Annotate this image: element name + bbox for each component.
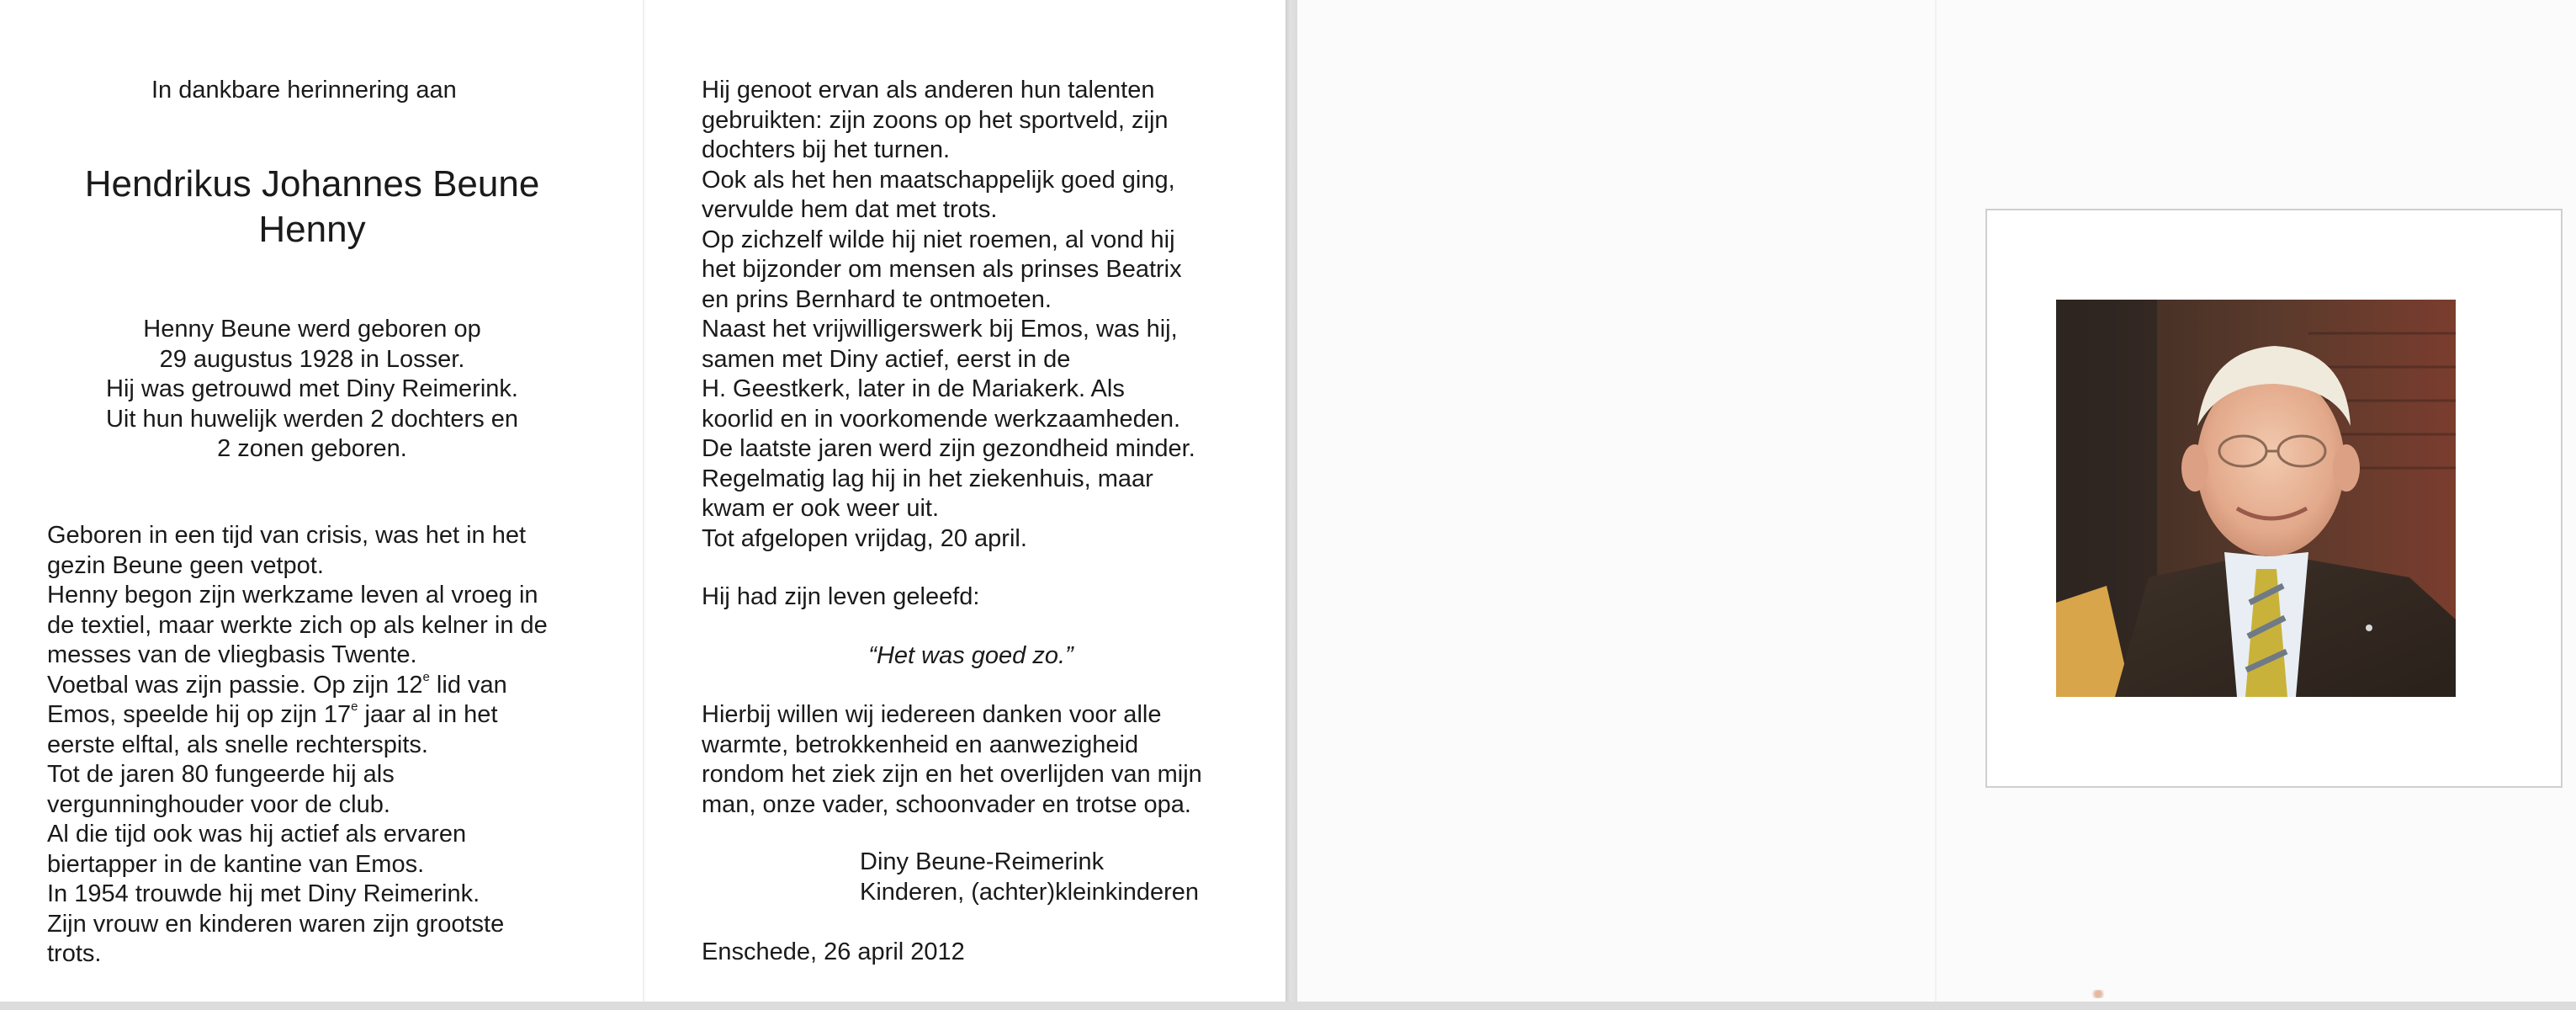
deceased-full-name: Hendrikus Johannes Beune	[84, 163, 540, 205]
intro-line: Henny Beune werd geboren op	[143, 316, 481, 343]
story-line-text: jaar al in het	[358, 701, 498, 728]
scan-bottom-edge	[0, 1002, 2576, 1010]
intro-line: Uit hun huwelijk werden 2 dochters en	[105, 405, 519, 433]
sheet-gap	[1285, 0, 1297, 1010]
lived-line: Hij had zijn leven geleefd:	[702, 583, 980, 610]
closing-quote: “Het was goed zo.”	[868, 642, 1073, 669]
signer-family: Kinderen, (achter)kleinkinderen	[860, 878, 1199, 906]
story-line: vervulde hem dat met trots.	[702, 196, 998, 223]
thanks-line: man, onze vader, schoonvader en trotse opa.	[702, 790, 1191, 818]
ordinal-suffix: e	[422, 669, 430, 684]
intro-line: Hij was getrouwd met Diny Reimerink.	[106, 375, 518, 402]
story-line: samen met Diny actief, eerst in de	[702, 345, 1071, 373]
story-line: Zijn vrouw en kinderen waren zijn grootste	[47, 910, 505, 938]
intro-line: 29 augustus 1928 in Losser.	[159, 345, 465, 373]
story-line: Naast het vrijwilligerswerk bij Emos, was hij,	[702, 316, 1178, 343]
thanks-line: rondom het ziek zijn en het overlijden van mijn	[702, 761, 1202, 788]
story-line: koorlid en in voorkomende werkzaamheden.	[702, 405, 1181, 433]
story-line: Tot afgelopen vrijdag, 20 april.	[702, 524, 1027, 552]
life-story-right	[702, 76, 1274, 554]
story-line: In 1954 trouwde hij met Diny Reimerink.	[47, 880, 480, 907]
story-line: gebruikten: zijn zoons op het sportveld, zijn	[702, 106, 1169, 134]
story-line: Regelmatig lag hij in het ziekenhuis, maar	[702, 465, 1153, 492]
story-line: eerste elftal, als snelle rechterspits.	[47, 731, 428, 758]
signers	[860, 848, 1199, 907]
story-line-text: Voetbal was zijn passie. Op zijn 12	[47, 671, 423, 699]
story-line: H. Geestkerk, later in de Mariakerk. Als	[702, 375, 1125, 402]
ordinal-suffix: e	[351, 699, 358, 715]
story-line: dochters bij het turnen.	[702, 136, 951, 163]
story-line: vergunninghouder voor de club.	[47, 790, 390, 818]
story-line: het bijzonder om mensen als prinses Beatrix	[702, 256, 1182, 283]
story-line	[47, 671, 619, 701]
story-line: biertapper in de kantine van Emos.	[47, 850, 425, 878]
intro-paragraph	[47, 315, 577, 465]
thanks-line: warmte, betrokkenheid en aanwezigheid	[702, 731, 1139, 758]
thanks-line: Hierbij willen wij iedereen danken voor alle	[702, 701, 1162, 728]
fold-line-right	[1935, 0, 1937, 1007]
signer-name: Diny Beune-Reimerink	[860, 848, 1105, 875]
story-line: Al die tijd ook was hij actief als ervaren	[47, 821, 467, 848]
thanks-paragraph	[702, 700, 1274, 820]
story-line-text: lid van	[429, 671, 507, 699]
story-line: De laatste jaren werd zijn gezondheid minder.	[702, 435, 1195, 462]
life-story-left	[47, 521, 619, 970]
deceased-name-block	[47, 162, 577, 252]
dedication-heading: In dankbare herinnering aan	[151, 77, 457, 104]
story-line: Ook als het hen maatschappelijk goed ging,	[702, 166, 1175, 194]
story-line: en prins Bernhard te ontmoeten.	[702, 285, 1052, 313]
story-line: trots.	[47, 940, 102, 967]
story-line: Hij genoot ervan als anderen hun talenten	[702, 77, 1155, 104]
deceased-nickname: Henny	[258, 209, 366, 250]
story-line: kwam er ook weer uit.	[702, 495, 940, 522]
story-line	[47, 700, 619, 731]
story-line: gezin Beune geen vetpot.	[47, 551, 324, 579]
place-and-date: Enschede, 26 april 2012	[702, 938, 965, 965]
portrait-photo-drawing	[2056, 300, 2456, 697]
intro-line: 2 zonen geboren.	[217, 435, 407, 462]
portrait-photo	[2056, 300, 2456, 697]
story-line: Geboren in een tijd van crisis, was het in het	[47, 522, 527, 549]
story-line: messes van de vliegbasis Twente.	[47, 641, 417, 668]
paper-speck	[2090, 990, 2107, 998]
story-line: Henny begon zijn werkzame leven al vroeg in	[47, 582, 538, 609]
story-line-text: Emos, speelde hij op zijn 17	[47, 701, 352, 728]
story-line: de textiel, maar werkte zich op als kelner in de	[47, 611, 548, 639]
story-line: Op zichzelf wilde hij niet roemen, al vond hij	[702, 226, 1175, 253]
fold-line-left	[643, 0, 644, 1007]
story-line: Tot de jaren 80 fungeerde hij als	[47, 761, 395, 788]
